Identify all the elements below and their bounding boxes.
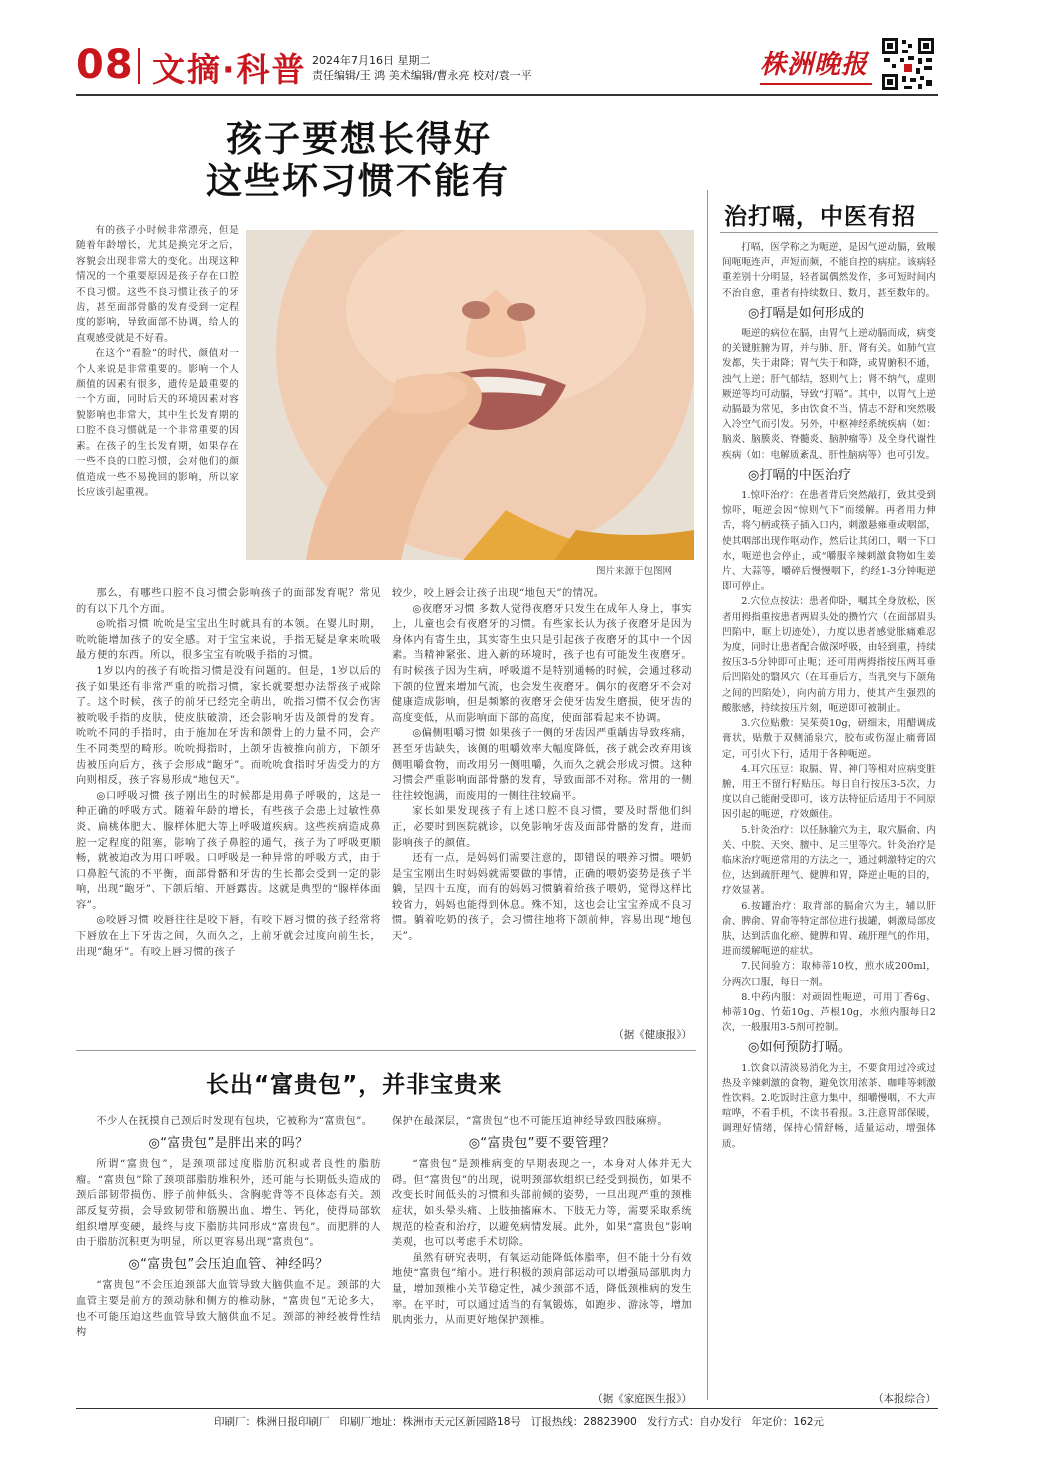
footer-printer-address: 印刷厂地址：株洲市天元区新园路18号 [339, 1416, 521, 1428]
article1-title-line2: 这些坏习惯不能有 [206, 161, 511, 202]
body-paragraph: ◎口呼吸习惯 孩子刚出生的时候都是用鼻子呼吸的，这是一种正确的呼吸方式。随着年龄的增长，有些孩子会患上过敏性鼻炎、扁桃体肥大、腺样体肥大等上呼吸道疾病。这些疾病造成鼻腔一定程度的阻塞，影响了孩子鼻腔的通气，孩子为了呼吸更顺畅，就被迫改为用口呼吸。口呼吸是一种异常的呼吸方式，由于口鼻腔气流的不平衡，面部骨骼和牙齿的生长都会受到一定的影响，出现“龅牙”、下颌后缩、开唇露齿。这就是典型的“腺样体面容”。 [76, 790, 381, 911]
page-number: 08 [76, 42, 134, 88]
treatment-item: 4.耳穴压豆：取膈、胃、神门等相对应病变脏腑，用王不留行籽贴压。每日自行按压3-5次，力度以自己能耐受即可，该方法特征后适用于不同原因引起的呃逆，疗效颇佳。 [722, 763, 936, 821]
body-paragraph: 1.饮食以清淡易消化为主，不要食用过冷或过热及辛辣刺激的食物，避免饮用浓茶、咖啡等刺激性饮料。2.吃饭时注意力集中，细嚼慢咽，不大声喧哗，不看手机，不读书看报。3.注意胃部保暖，调理好情绪，保持心情舒畅，适量运动，增强体质。 [722, 1062, 936, 1150]
lead-paragraph: 在这个“看脸”的时代，颜值对一个人来说是非常重要的。影响一个人颜值的因素有很多，遗传是最重要的一个方面，同时后天的环境因素对容貌影响也非常大，其中生长发育期的口腔不良习惯就是一个非常重要的因素。在孩子的生长发育期，如果存在一些不良的口腔习惯，会对他们的颜值造成一些不易挽回的影响，所以家长应该引起重视。 [76, 348, 239, 498]
article2-subhead-2: ◎打嗝的中医治疗 [748, 467, 852, 483]
treatment-item: 7.民间验方：取柿蒂10枚，煎水成200ml，分两次口服，每日一剂。 [722, 961, 936, 988]
article3-subhead-2: ◎“富贵包”会压迫血管、神经吗？ [128, 1256, 329, 1272]
header-divider [138, 48, 140, 84]
article2-title: 治打嗝，中医有招 [724, 204, 916, 230]
body-paragraph: “富贵包”不会压迫颈部大血管导致大脑供血不足。颈部的大血管主要是前方的颈动脉和侧方的椎动脉，“富贵包”无论多大，也不可能压迫这些血管导致大脑供血不足。颈部的神经被骨性结构 [76, 1280, 381, 1339]
body-paragraph: 打嗝，医学称之为呃逆，是因气逆动膈，致喉间呃呃连声，声短而频，不能自控的病症。该病轻重差别十分明显，轻者属偶然发作，多可短时间内不治自愈，重者有持续数日、数月，甚至数年的。 [722, 242, 936, 299]
article3-source: （据《家庭医生报》） [592, 1393, 692, 1405]
lead-paragraph: 有的孩子小时候非常漂亮，但是随着年龄增长，尤其是换完牙之后，容貌会出现非常大的变化。出现这种情况的一个重要原因是孩子存在口腔不良习惯。这些不良习惯让孩子的牙齿，甚至面部骨骼的发育受到一定程度的影响，导致面部不协调，给人的直观感受就是不好看。 [76, 225, 239, 344]
article2-source: （本报综合） [873, 1393, 936, 1405]
footer-delivery: 发行方式：自办发行 [646, 1416, 742, 1428]
article3-column-2 [392, 1114, 692, 1329]
body-paragraph: 还有一点，是妈妈们需要注意的，即错误的喂养习惯。喂奶是宝宝刚出生时妈妈就需要做的事情，正确的喂奶姿势是孩子半躺，呈四十五度，而有的妈妈习惯躺着给孩子喂奶，觉得这样比较省力，妈妈也能得到休息。殊不知，这也会让宝宝养成不良习惯。躺着吃奶的孩子，会习惯往地将下颌前伸，容易出现“地包天”。 [392, 853, 692, 943]
logo-text: 株洲晚报 [760, 50, 869, 80]
qr-code-icon [880, 36, 936, 92]
article3-title: 长出“富贵包”，并非宝贵来 [206, 1072, 503, 1098]
article1-column-2 [76, 586, 381, 960]
footer-info [214, 1414, 834, 1429]
article1-source: （据《健康报》） [613, 1029, 692, 1041]
body-paragraph: ◎夜磨牙习惯 多数人觉得夜磨牙只发生在成年人身上，事实上，儿童也会有夜磨牙的习惯。有些家长认为孩子夜磨牙是因为身体内有寄生虫，其实寄生虫只是引起孩子夜磨牙的其中一个因素。当精神紧张、进入新的环境时，孩子也有可能发生夜磨牙。有时候孩子因为生病，呼吸道不是特别通畅的时候，会通过移动下颌的位置来增加气流，也会发生夜磨牙。偶尔的夜磨牙不会对健康造成影响，但是频繁的夜磨牙会使牙齿发生磨损，使牙齿的高度变低，从而影响面下部的高度，使面部看起来不协调。 [392, 603, 692, 724]
body-paragraph: 1岁以内的孩子有吮指习惯是没有问题的。但是，1岁以后的孩子如果还有非常严重的吮指习惯，家长就要想办法帮孩子戒除了。这个时候，孩子的前牙已经完全萌出，吮指习惯不仅会伤害被吮吸手指的皮肤，使皮肤破溃，还会影响牙齿及颌骨的发育。吮吮不同的手指时，由于施加在牙齿和颌骨上的力量不同，会产生不同类型的畸形。吮吮拇指时，上颌牙齿被推向前方，下颌牙齿被压向后方，孩子会形成“龅牙”。而吮吮食指时牙齿受力的方向则相反，孩子容易形成“地包天”。 [76, 665, 381, 787]
body-paragraph: “富贵包”是颈椎病变的早期表现之一，本身对人体并无大碍。但“富贵包”的出现，说明颈部软组织已经受到损伤，如果不改变长时间低头的习惯和头部前倾的姿势，一旦出现严重的颈椎症状，如头晕头痛、上肢抽搐麻木、下肢无力等，需要采取系统规范的检查和治疗，以避免病情发展。此外，如果“富贵包”影响美观，也可以考虑手术切除。 [392, 1159, 692, 1249]
body-paragraph: ◎吮指习惯 吮吮是宝宝出生时就具有的本领。在婴儿时期，吮吮能增加孩子的安全感。对于宝宝来说，手指无疑是拿来吮吸最方便的东西。所以，很多宝宝有吮吸手指的习惯。 [76, 619, 381, 662]
footer-rule [76, 1408, 938, 1409]
article3-column-1 [76, 1114, 381, 1341]
article3-subhead-1: ◎“富贵包”是胖出来的吗？ [148, 1135, 309, 1151]
treatment-item: 2.穴位点按法：患者仰卧，嘱其全身放松，医者用拇指重按患者两眉头处的攒竹穴（在面部眉头凹陷中，眶上切迹处），力度以患者感觉胀痛难忍为度，同时让患者配合做深呼吸，由轻到重，持续按压3-5分钟即可止呃；还可用两拇指按压两耳垂后凹陷处的翳风穴（在耳垂后方，当乳突与下颌角之间的凹陷处），向内前方用力，使其产生强烈的酸胀感，持续按压片刻，呃逆即可被制止。 [722, 596, 936, 714]
photo-credit: 图片来源于包图网 [596, 566, 673, 577]
body-paragraph: ◎咬唇习惯 咬唇往往是咬下唇，有咬下唇习惯的孩子经常将下唇放在上下牙齿之间，久而久之，上前牙就会过度向前生长，出现“龅牙”。有咬上唇习惯的孩子 [76, 915, 381, 958]
article2-subhead-3: ◎如何预防打嗝。 [748, 1040, 852, 1056]
body-paragraph: 那么，有哪些口腔不良习惯会影响孩子的面部发育呢？常见的有以下几个方面。 [76, 588, 381, 615]
body-paragraph: ◎偏侧咀嚼习惯 如果孩子一侧的牙齿因严重龋齿导致疼痛，甚至牙齿缺失，该侧的咀嚼效率大幅度降低，孩子就会改弃用该侧咀嚼食物，而改用另一侧咀嚼，久而久之就会形成习惯。这种习惯会严重影响面部骨骼的发育，导致面部不对称。常用的一侧往往较饱满，而废用的一侧往往较扁平。 [392, 728, 692, 802]
article3-subhead-3: ◎“富贵包”要不要管理？ [468, 1135, 616, 1151]
article1-column-3 [392, 586, 692, 945]
column-divider [707, 190, 708, 1400]
treatment-item: 5.针灸治疗：以任脉腧穴为主，取穴膈俞、内关、中脘、天突、膻中、足三里等穴。针灸治疗是临床治疗呃逆常用的方法之一，通过刺激特定的穴位，达到疏肝理气、健脾和胃，降逆止呃的目的，疗效显著。 [722, 824, 936, 897]
footer-printer: 印刷厂：株洲日报印刷厂 [214, 1416, 330, 1428]
newspaper-logo [760, 44, 872, 78]
body-paragraph: 所谓“富贵包”，是颈项部过度脂肪沉积或者良性的脂肪瘤。“富贵包”除了颈项部脂肪堆积外，还可能与长期低头造成的颈后部韧带损伤、脖子前伸低头、含胸驼背等不良体态有关。颈部反复劳损，会导致韧带和筋膜出血、增生、钙化，使得局部软组织增厚变硬，最终与皮下脂肪共同形成“富贵包”。而肥胖的人由于脂肪沉积更为明显，所以更容易出现“富贵包”。 [76, 1159, 381, 1249]
footer-hotline: 订报热线：28823900 [530, 1416, 637, 1428]
body-paragraph: 家长如果发现孩子有上述口腔不良习惯，要及时帮他们纠正，必要时到医院就诊，以免影响牙齿及面部骨骼的发育，进而影响孩子的颜值。 [392, 806, 692, 849]
body-paragraph: 不少人在抚摸自己颈后时发现有包块，它被称为“富贵包”。 [96, 1116, 373, 1127]
article2-subhead-1: ◎打嗝是如何形成的 [748, 305, 865, 321]
body-paragraph: 较少，咬上唇会让孩子出现“地包天”的情况。 [392, 588, 605, 599]
editors-line: 责任编辑/王 鸿 美术编辑/曹永亮 校对/袁一平 [312, 69, 532, 82]
footer-price: 年定价：162元 [751, 1416, 824, 1428]
section-title: 文摘·科普 [152, 50, 307, 89]
article2-body [722, 240, 936, 1152]
treatment-item: 3.穴位贴敷：吴茱萸10g，研细末，用醋调成膏状，贴敷于双侧涌泉穴，胶布或伤湿止痛膏固定，可引火下行，适用于各种呃逆。 [722, 718, 936, 760]
body-paragraph: 虽然有研究表明，有氧运动能降低体脂率，但不能十分有效地使“富贵包”缩小。进行积极的颈肩部运动可以增强局部肌肉力量，增加颈椎小关节稳定性，减少颈部不适，降低颈椎病的发生率。在平时，可以通过适当的有氧锻炼，如跑步、游泳等，增加肌肉张力，从而更好地保护颈椎。 [392, 1252, 692, 1327]
child-biting-finger-photo [246, 230, 694, 560]
treatment-item: 6.按罐治疗：取背部的膈俞穴为主，辅以肝俞、脾俞、胃俞等特定部位进行拔罐，刺激局部皮肤，达到活血化瘀、健脾和胃、疏肝理气的作用，进而缓解呃逆的症状。 [722, 900, 936, 958]
article1-lead [76, 223, 239, 500]
treatment-item: 8.中药内服：对顽固性呃逆，可用丁香6g、柿蒂10g、竹茹10g、芦根10g，水煎内服每日2次，一般服用3-5剂可控制。 [722, 991, 936, 1034]
date-line: 2024年7月16日 星期二 [312, 54, 431, 67]
article1-title-line1: 孩子要想长得好 [226, 119, 493, 160]
body-paragraph: 呃逆的病位在膈，由胃气上逆动膈而成，病变的关键脏腑为胃，并与肺、肝、肾有关。如肺气宣发都，失于肃降；胃气失于和降，或胃腑积不通，浊气上逆；肝气郁结，怒则气上；肾不纳气，虚则厥逆等均可动膈，导致“打嗝”。其中，以胃气上逆动膈最为常见，多由饮食不当、情志不舒和突然吸入冷空气而引发。另外，中枢神经系统疾病（如：脑炎、脑膜炎、脊髓炎、脑肿瘤等）及全身代谢性疾病（如：电解质紊乱、肝性脑病等）也可引发。 [722, 328, 936, 461]
article-divider [76, 1050, 696, 1051]
article2-title-rule [720, 232, 938, 233]
body-paragraph: 保护在最深层，“富贵包”也不可能压迫神经导致四肢麻痹。 [392, 1116, 668, 1127]
treatment-item: 1.惊吓治疗：在患者背后突然敲打，致其受到惊吓，呃逆会因“惊则气下”而缓解。再者用力伸舌，将勺柄或筷子插入口内，刺激悬雍垂或咽部，使其咽部出现作呕动作，然后让其闭口，咽一下口水，呃逆也会停止，或“嚼服辛辣刺激食物如生姜片、大蒜等，嚼碎后慢慢咽下，约经1-3分钟呃逆即可停止。 [722, 490, 936, 593]
header-rule [76, 94, 938, 96]
